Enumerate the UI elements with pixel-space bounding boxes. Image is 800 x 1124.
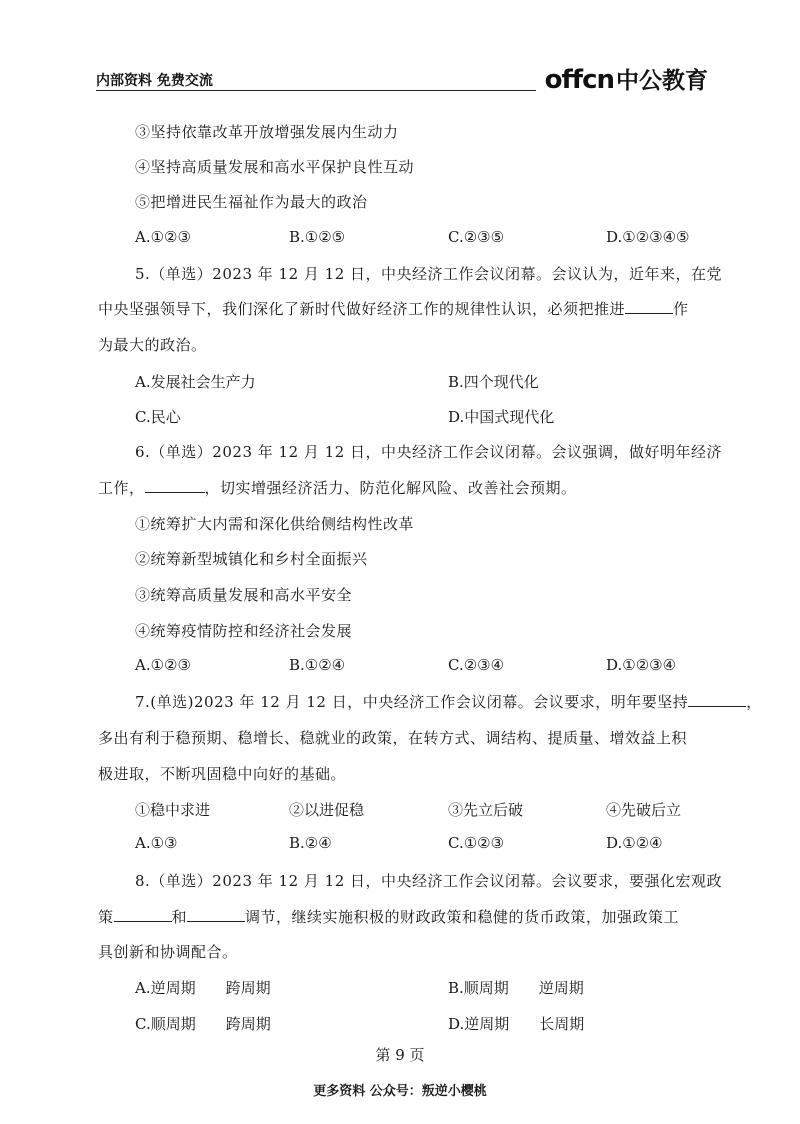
q5-stem-line1: 5.（单选）2023 年 12 月 12 日，中央经济工作会议闭幕。会议认为，近年来，在党 [135,265,723,283]
q7-item-4: ④先破后立 [606,801,682,819]
q8-blank-1 [114,907,172,922]
q7-blank [688,692,746,707]
q5-stem-line3: 为最大的政治。 [98,336,207,354]
q6-item-1: ①统筹扩大内需和深化供给侧结构性改革 [135,515,415,533]
q4-item-5: ⑤把增进民生福祉作为最大的政治 [135,193,368,211]
q7-stem-line1-a: 7.(单选)2023 年 12 月 12 日，中央经济工作会议闭幕。会议要求，明年要坚持 [135,693,689,711]
q6-option-a[interactable]: A.①②③ [135,656,191,674]
q5-option-c[interactable]: C.民心 [135,408,181,426]
q7-item-2: ②以进促稳 [289,801,365,819]
footer-text: 更多资料 公众号：叛逆小樱桃 [313,1084,487,1099]
q6-option-c[interactable]: C.②③④ [448,656,505,674]
q7-stem-line3: 极进取，不断巩固稳中向好的基础。 [98,765,347,783]
q8-blank-2 [187,907,245,922]
q7-stem-line1 [135,691,762,712]
q7-item-1: ①稳中求进 [135,801,211,819]
q7-item-3: ③先立后破 [448,801,524,819]
q4-item-3: ③坚持依靠改革开放增强发展内生动力 [135,123,399,141]
q4-option-a[interactable]: A.①②③ [135,228,191,246]
q7-option-c[interactable]: C.①②③ [448,834,505,852]
q8-stem-line2-a: 策 [98,908,114,926]
q7-option-a[interactable]: A.①③ [135,834,178,852]
q6-option-d[interactable]: D.①②③④ [606,656,677,674]
q5-stem-line2 [98,298,689,319]
q4-option-c[interactable]: C.②③⑤ [448,228,505,246]
q5-stem-line2-b: 作 [673,300,689,318]
q6-stem-line1: 6.（单选）2023 年 12 月 12 日，中央经济工作会议闭幕。会议强调，做好明年经济 [135,443,723,461]
q8-stem-line2 [98,906,679,927]
header-rule [96,90,536,91]
q7-stem-line2: 多出有利于稳预期、稳增长、稳就业的政策，在转方式、调结构、提质量、增效益上积 [98,729,688,747]
q6-stem-line2 [98,477,577,498]
q6-blank [145,478,205,493]
q8-option-d[interactable]: D.逆周期 长周期 [448,1015,585,1033]
logo-cn-text: 中公教育 [616,68,708,94]
q6-item-2: ②统筹新型城镇化和乡村全面振兴 [135,550,368,568]
q6-item-3: ③统筹高质量发展和高水平安全 [135,586,353,604]
page-number: 第 9 页 [375,1046,425,1064]
q5-blank [625,299,673,314]
q4-option-d[interactable]: D.①②③④⑤ [606,228,690,246]
q8-stem-line1: 8.（单选）2023 年 12 月 12 日，中央经济工作会议闭幕。会议要求，要强化宏观政 [135,872,723,890]
q6-item-4: ④统筹疫情防控和经济社会发展 [135,622,353,640]
q7-option-b[interactable]: B.②④ [289,834,332,852]
header-left-text: 内部资料 免费交流 [96,73,213,89]
q5-option-b[interactable]: B.四个现代化 [448,373,539,391]
page-header [96,66,708,94]
q6-stem-line2-b: ，切实增强经济活力、防范化解风险、改善社会预期。 [204,479,577,497]
q7-option-d[interactable]: D.①②④ [606,834,663,852]
offcn-logo [545,62,708,94]
q4-item-4: ④坚持高质量发展和高水平保护良性互动 [135,158,415,176]
q8-stem-line2-c: 调节，继续实施积极的财政政策和稳健的货币政策，加强政策工 [245,908,680,926]
q5-stem-line2-a: 中央坚强领导下，我们深化了新时代做好经济工作的规律性认识，必须把推进 [98,300,626,318]
q7-stem-line1-b: ， [746,693,762,711]
q8-option-b[interactable]: B.顺周期 逆周期 [448,979,584,997]
q6-stem-line2-a: 工作， [98,479,145,497]
q8-stem-line3: 具创新和协调配合。 [98,943,238,961]
q8-stem-line2-b: 和 [171,908,188,926]
q4-option-b[interactable]: B.①②⑤ [289,228,346,246]
q8-option-c[interactable]: C.顺周期 跨周期 [135,1015,271,1033]
q5-option-d[interactable]: D.中国式现代化 [448,408,555,426]
q5-option-a[interactable]: A.发展社会生产力 [135,373,256,391]
q8-option-a[interactable]: A.逆周期 跨周期 [135,979,271,997]
logo-latin-text: offcn [544,65,614,95]
q6-option-b[interactable]: B.①②④ [289,656,346,674]
